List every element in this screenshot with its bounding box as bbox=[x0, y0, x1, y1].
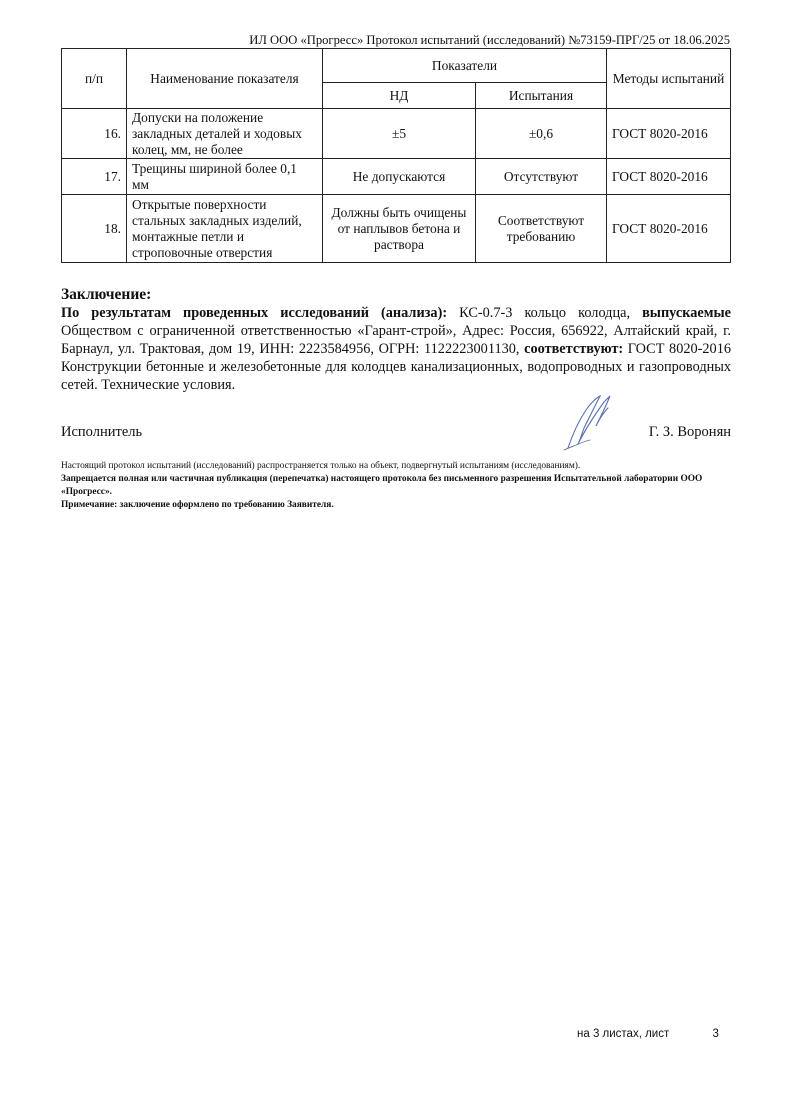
conclusion-block bbox=[61, 286, 731, 394]
col-test-header: Испытания bbox=[476, 83, 607, 109]
signature-icon bbox=[560, 392, 620, 452]
conclusion-title: Заключение: bbox=[61, 286, 152, 303]
row-number: 18. bbox=[62, 195, 127, 263]
row-method: ГОСТ 8020-2016 bbox=[607, 109, 731, 159]
table-row bbox=[62, 195, 731, 263]
note-scope: Настоящий протокол испытаний (исследований) распространяется только на объект, подвергнутый испытаниям (исследованиям). bbox=[61, 461, 581, 471]
table-row bbox=[62, 109, 731, 159]
row-method: ГОСТ 8020-2016 bbox=[607, 195, 731, 263]
page-footer bbox=[577, 1028, 719, 1040]
footer-page-number: 3 bbox=[712, 1028, 719, 1040]
col-indicators-header: Показатели bbox=[323, 49, 607, 83]
row-nd: Должны быть очищены от наплывов бетона и раствора bbox=[323, 195, 476, 263]
protocol-header: ИЛ ООО «Прогресс» Протокол испытаний (исследований) №73159-ПРГ/25 от 18.06.2025 bbox=[249, 33, 730, 47]
row-method: ГОСТ 8020-2016 bbox=[607, 159, 731, 195]
table-row bbox=[62, 159, 731, 195]
row-number: 16. bbox=[62, 109, 127, 159]
row-name: Трещины шириной более 0,1 мм bbox=[127, 159, 323, 195]
row-number: 17. bbox=[62, 159, 127, 195]
row-nd: Не допускаются bbox=[323, 159, 476, 195]
row-name: Открытые поверхности стальных закладных изделий, монтажные петли и строповочные отверстия bbox=[127, 195, 323, 263]
conclusion-manufacturer: Обществом с ограниченной ответственностью «Гарант-строй», Адрес: Россия, 656922, Алтайский край, г. Барнаул, ул. Трактовая, дом 19, ИНН: 2223584956, ОГРН: 1122223001130, bbox=[61, 323, 731, 357]
note-copyright: Запрещается полная или частичная публикация (перепечатка) настоящего протокола без письменного разрешения Испытательной лаборатории ООО «Прогресс». bbox=[61, 474, 703, 497]
conclusion-bold-conform: соответствуют: bbox=[524, 341, 624, 357]
row-test: Соответствуют требованию bbox=[476, 195, 607, 263]
conclusion-bold-produced: выпускаемые bbox=[642, 305, 731, 321]
col-nd-header: НД bbox=[323, 83, 476, 109]
col-methods-header: Методы испытаний bbox=[607, 49, 731, 109]
results-table bbox=[61, 48, 731, 263]
conclusion-bold-intro: По результатам проведенных исследований (анализа): bbox=[61, 305, 448, 321]
row-nd: ±5 bbox=[323, 109, 476, 159]
conclusion-product: КС-0.7-3 кольцо колодца, bbox=[447, 305, 643, 321]
col-name-header: Наименование показателя bbox=[127, 49, 323, 109]
footer-pages-text: на 3 листах, лист bbox=[577, 1028, 670, 1040]
executor-name: Г. З. Воронян bbox=[648, 424, 731, 440]
row-test: Отсутствуют bbox=[476, 159, 607, 195]
note-remark: Примечание: заключение оформлено по требованию Заявителя. bbox=[61, 500, 334, 510]
executor-line bbox=[61, 424, 731, 446]
conclusion-text bbox=[61, 304, 731, 394]
notes-block bbox=[61, 460, 731, 512]
conclusion-standard: ГОСТ 8020-2016 Конструкции бетонные и железобетонные для колодцев канализационных, водопроводных и газопроводных сетей. Технические условия. bbox=[61, 341, 731, 393]
executor-label: Исполнитель bbox=[61, 424, 143, 440]
row-test: ±0,6 bbox=[476, 109, 607, 159]
col-num-header: п/п bbox=[62, 49, 127, 109]
row-name: Допуски на положение закладных деталей и ходовых колец, мм, не более bbox=[127, 109, 323, 159]
